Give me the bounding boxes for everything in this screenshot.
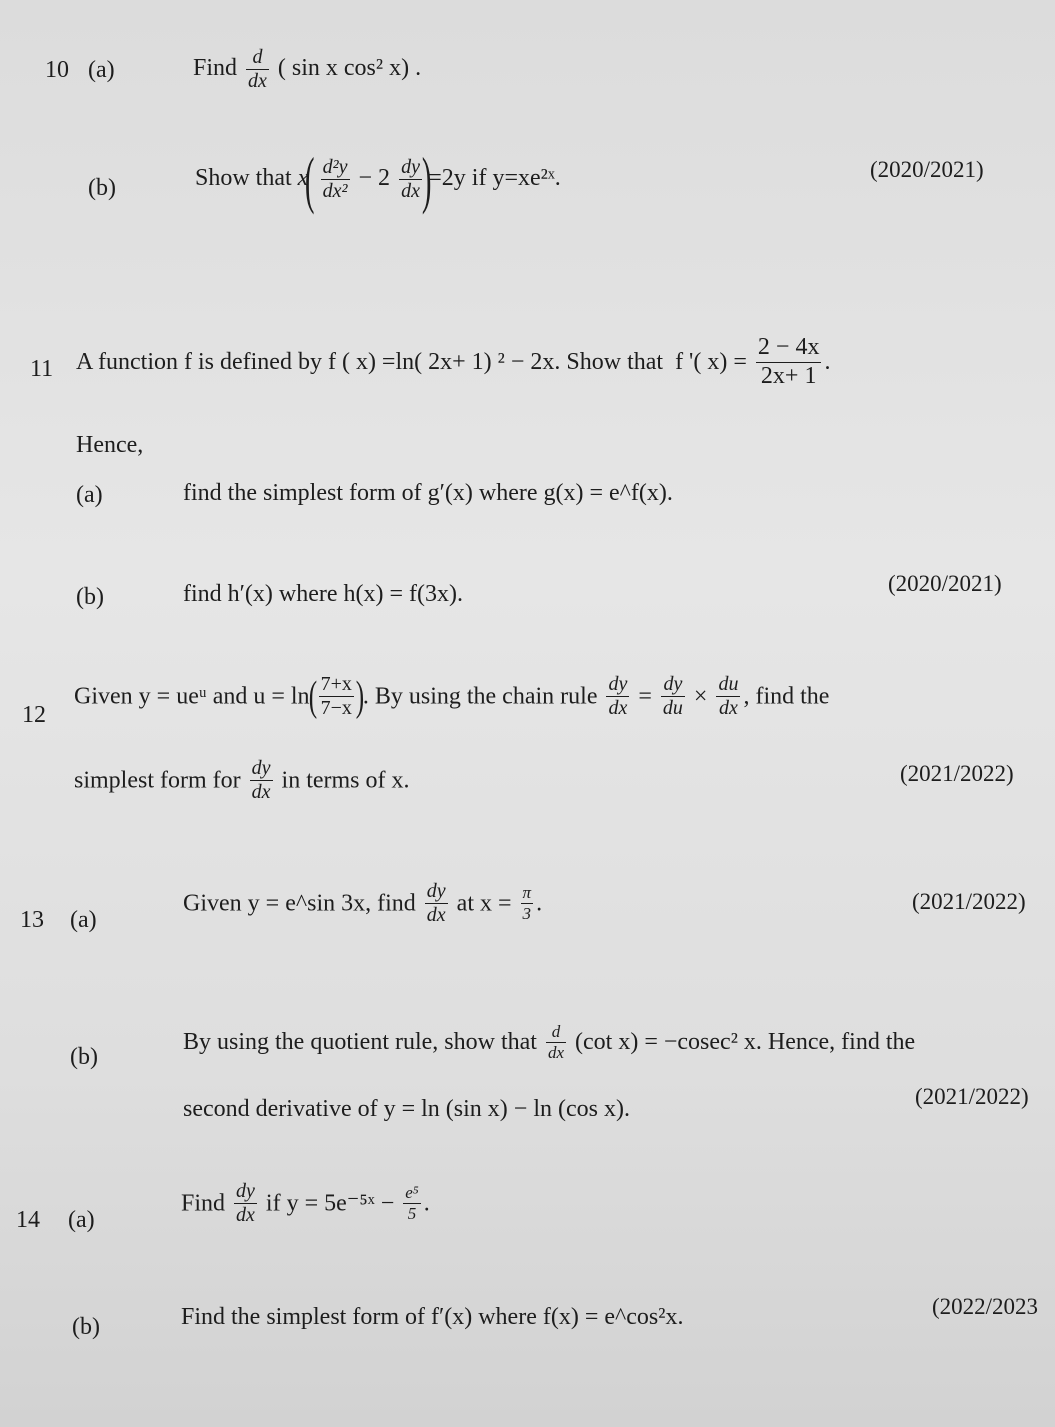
q10-b-minus: − 2 [358, 165, 391, 192]
q10-b-question: Show that x( $\frac{\text{d²y}}{\text{dx²}}$ − 2 $\frac{dy}{dx}$ )=2y if y=xe²ˣ. [195, 143, 561, 215]
q10-a-expr: ( sin x cos² x) . [277, 55, 422, 82]
q12-text3: , find the [743, 683, 830, 710]
q11-stem: A function f is defined by f ( x) =ln( 2x+ 1) ² − 2x. Show that f '( x) = $\frac{2 - 4x}{2x+ 1}$ . [76, 334, 831, 389]
q13-number: 13 [20, 907, 44, 933]
q10-number: 10 [45, 57, 69, 83]
q13-b-year: (2021/2022) [915, 1084, 1029, 1109]
q11-number: 11 [30, 356, 54, 382]
q13-a-text1: Given y = e^sin 3x, find [183, 890, 416, 917]
q10-year: (2020/2021) [870, 157, 984, 182]
q12-number: 12 [22, 702, 46, 728]
q14-a-e-fraction: $\frac{\text{e⁵}}{5}$ [405, 1183, 419, 1223]
q13-a-year: (2021/2022) [912, 889, 1026, 914]
q14-a-text1: Find [181, 1190, 226, 1217]
q11-fraction: $\frac{2 - 4x}{2x+ 1}$ [757, 334, 820, 389]
q12-text1: Given y = ueᵘ and u = ln [74, 683, 310, 710]
q13-b-line1 [183, 1022, 915, 1062]
q10-b-text: Show that [195, 165, 292, 192]
q13-a-question: Given y = e^sin 3x, find $\frac{dy}{dx}$ at x = $\frac{\pi}{3}$ . [183, 880, 543, 926]
q11-fprime: f '( x) = [675, 349, 747, 376]
q11-b-label: (b) [76, 584, 104, 610]
q13-a-text2: at x = [456, 890, 512, 917]
q10-a-question [193, 46, 421, 93]
q13-b-text1: By using the quotient rule, show that [183, 1029, 537, 1056]
q13-a-fraction: $\frac{dy}{dx}$ [426, 880, 446, 926]
q10-a-fraction: $\frac{d}{dx}$ [248, 46, 267, 92]
q10-b-x: x [297, 165, 309, 192]
q13-a-pi-fraction: $\frac{\pi}{3}$ [522, 883, 532, 923]
q12-line2b: in terms of x. [281, 767, 410, 794]
q11-stem-text: A function f is defined by f ( x) =ln( 2x+ 1) ² − 2x. Show that [76, 349, 664, 376]
q13-b-text2: (cot x) = −cosec² x. Hence, find the [575, 1029, 916, 1056]
q10-a-label: (a) [88, 57, 115, 83]
q13-b-line2: second derivative of y = ln (sin x) − ln (cos x). [183, 1096, 630, 1122]
q12-dydu: $\frac{dy}{du}$ [662, 673, 683, 719]
q14-year: (2022/2023 [932, 1294, 1039, 1319]
q14-number: 14 [16, 1207, 40, 1233]
q13-b-fraction: $\frac{d}{dx}$ [547, 1022, 565, 1062]
q11-a-label: (a) [76, 482, 103, 508]
q10-b-label: (b) [88, 175, 116, 201]
q12-eq: = [638, 683, 652, 710]
q11-year: (2020/2021) [888, 571, 1002, 596]
q12-dydx: $\frac{dy}{dx}$ [608, 673, 628, 719]
q11-a-text: find the simplest form of g′(x) where g(x) = e^f(x). [183, 480, 673, 506]
q12-line1: Given y = ueᵘ and u = ln( $\frac{7+x}{7-x}$ ). By using the chain rule $\frac{dy}{dx}$ = $\frac{dy}{du}$ × $\frac{du}{dx}$ , find the [74, 673, 830, 720]
q14-a-question: Find $\frac{dy}{dx}$ if y = 5e⁻⁵ˣ − $\frac{\text{e⁵}}{5}$ . [181, 1180, 430, 1226]
q10-b-rhs: =2y if y=xe²ˣ. [428, 165, 561, 192]
q12-times: × [693, 683, 708, 710]
q11-hence: Hence, [76, 432, 144, 458]
q12-dudx: $\frac{du}{dx}$ [718, 673, 739, 719]
q14-b-text: Find the simplest form of f′(x) where f(x) = e^cos²x. [181, 1304, 684, 1330]
q11-b-text: find h′(x) where h(x) = f(3x). [183, 581, 464, 607]
q12-line2-fraction: $\frac{dy}{dx}$ [251, 757, 271, 803]
q10-a-text: Find [193, 55, 238, 82]
q12-fraction: $\frac{7+x}{7-x}$ [320, 673, 352, 719]
q12-text2: . By using the chain rule [362, 683, 598, 710]
q14-a-text2: if y = 5e⁻⁵ˣ − [265, 1190, 395, 1217]
q10-b-fraction1: $\frac{\text{d²y}}{\text{dx²}}$ [322, 156, 348, 202]
q12-line2 [74, 757, 410, 804]
q14-b-label: (b) [72, 1314, 100, 1340]
q14-a-fraction: $\frac{dy}{dx}$ [236, 1180, 255, 1226]
q13-a-label: (a) [70, 907, 97, 933]
q14-a-label: (a) [68, 1207, 95, 1233]
q12-year: (2021/2022) [900, 761, 1014, 786]
q13-b-label: (b) [70, 1044, 98, 1070]
q10-b-fraction2: $\frac{dy}{dx}$ [401, 156, 420, 202]
q12-line2a: simplest form for [74, 767, 241, 794]
